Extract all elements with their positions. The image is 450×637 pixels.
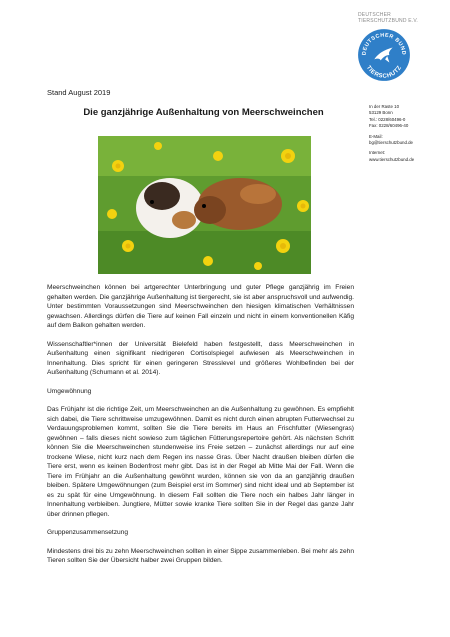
section-heading: Umgewöhnung — [47, 387, 92, 395]
phone-number: Tel.: 0228/60496-0 — [369, 116, 406, 122]
research-paragraph: Wissenschaftler*innen der Universität Bielefeld haben festgestellt, dass Meerschweinchen in Außenhaltung einen signifikant niedrigeren Cortisolspiegel aufwiesen als Meerschweinchen in Innenhaltung. Dies spricht für einen geringeren Stresslevel und größeres Wohlbefinden bei der Außenhaltung (Schumann et al. 2014). — [47, 340, 354, 376]
website-url[interactable]: www.tierschutzbund.de — [369, 156, 415, 162]
section-text: Das Frühjahr ist die richtige Zeit, um Meerschweinchen an die Außenhaltung zu gewöhnen. Es empfiehlt sich dabei, die Tiere schrittweise umzugewöhnen. Damit es nicht durch einen abrupten Futterwechsel zu Verdauungsproblemen kommt, sollten Sie die Tiere bereits im Haus an Frischfutter (Wiesengras) gewöhnen – falls dieses nicht sowieso zum täglichen Fütterungsrepertoire gehört. Als nächsten Schritt können Sie die Meerschweinchen stundenweise ins Freie setzen – zunächst allerdings nur auf eine trockene Wiese, nicht kurz nach dem Regen ins nasse Gras. Über Nacht draußen bleiben dürfen die Tiere erst, wenn es keinen Bodenfrost mehr gibt. Das ist in der Regel ab Mitte Mai der Fall. Wenn die Tiere im Frühjahr an die Außenhaltung gewöhnt wurden, können sie von da an ganzjährig draußen bleiben. Spätere Umgewöhnungen (zum Beispiel erst im Sommer) sind nicht ideal und ab September ist es zu spät für eine Umgewöhnung. In diesem Fall sollten die Tiere noch ein halbes Jahr länger in Innenhaltung verbleiben. Jungtiere, Mütter sowie kranke Tiere sollten Sie in der Regel das ganze Jahr über drinnen pflegen. — [47, 406, 354, 518]
fax-number: Fax: 0228/60496-40 — [369, 123, 409, 129]
document-date: Stand August 2019 — [47, 88, 111, 97]
tierschutzbund-logo-icon — [357, 28, 411, 82]
email-label: E-Mail: — [369, 133, 383, 139]
logo-bottom-text: TIERSCHUTZ — [364, 64, 404, 80]
address-street: In der Raste 10 — [369, 104, 400, 109]
address-city: 53129 Bonn — [369, 110, 393, 116]
section-text: Mindestens drei bis zu zehn Meerschweinchen sollten in einer Sippe zusammenleben. Bei mehr als zehn Tieren sollten Sie der Übersicht halber zwei Gruppen bilden. — [47, 547, 354, 564]
document-title: Die ganzjährige Außenhaltung von Meerschweinchen — [83, 107, 324, 118]
section-acclimatization — [47, 387, 354, 520]
org-name-line1: DEUTSCHER — [358, 12, 391, 18]
logo-top-text: DEUTSCHER BUND — [361, 32, 407, 56]
organization-name — [358, 12, 443, 24]
contact-block — [369, 104, 447, 167]
org-name-line2: TIERSCHUTZBUND E.V. — [358, 18, 419, 24]
section-heading: Gruppenzusammensetzung — [47, 529, 129, 536]
intro-paragraph: Meerschweinchen können bei artgerechter Unterbringung und guter Pflege ganzjährig im Freien gehalten werden. Die ganzjährige Außenhaltung ist tiergerecht, sie ist aber anspruchsvoll und aufwendig. Unter bestimmten Voraussetzungen sind Meerschweinchen den hiesigen klimatischen Verhältnissen gewachsen. Allerdings dürfen die Tiere auf keinen Fall einzeln und nicht in einem konventionellen Käfig auf dem Balkon gehalten werden. — [47, 284, 354, 329]
internet-label: Internet: — [369, 150, 386, 156]
section-group-composition — [47, 528, 354, 566]
guinea-pigs-photo — [98, 136, 311, 274]
document-body — [47, 283, 354, 575]
email-address[interactable]: bg@tierschutzbund.de — [369, 140, 414, 146]
